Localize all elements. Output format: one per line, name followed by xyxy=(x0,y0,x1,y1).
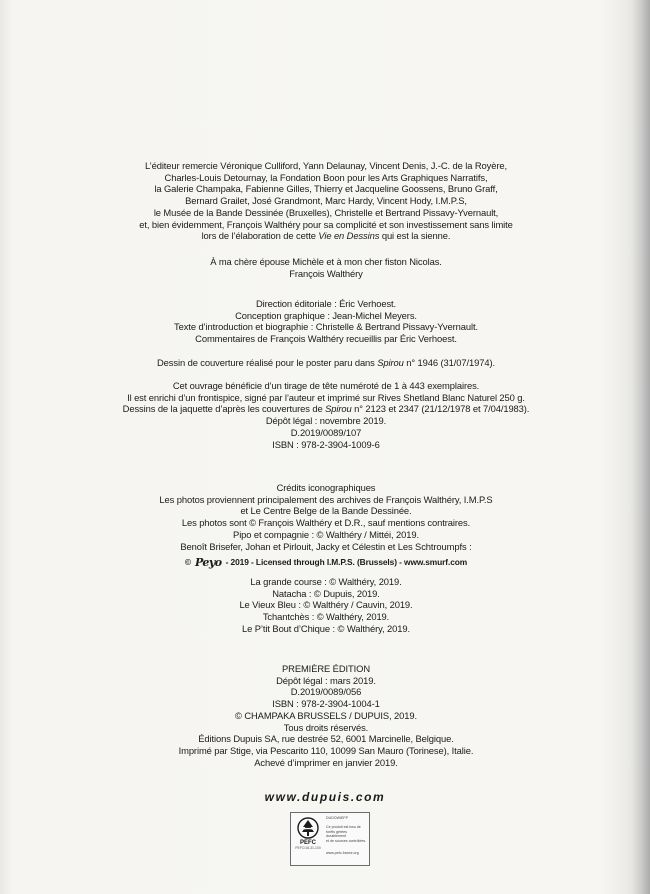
tirage-line: Il est enrichi d’un frontispice, signé par l’auteur et imprimé sur Rives Shetland Blanc Naturel 250 g. xyxy=(127,391,525,403)
editorial-credits xyxy=(80,298,572,345)
edition-line: © CHAMPAKA BRUSSELS / DUPUIS, 2019. xyxy=(235,709,417,721)
legal-number: D.2019/0089/107 xyxy=(290,426,362,438)
image-credit-line: Les photos sont © François Walthéry et D.R., sauf mentions contraires. xyxy=(181,517,471,529)
credit-line: Conception graphique : Jean-Michel Meyers. xyxy=(235,309,417,321)
pefc-code: PEFC/18-31-100 xyxy=(295,846,321,850)
book-title: Vie en Dessins xyxy=(318,230,380,242)
jaquette-text: n° 2123 et 2347 (21/12/1978 et 7/04/1983). xyxy=(351,403,530,415)
thanks-line: Charles-Louis Detournay, la Fondation Boon pour les Arts Graphiques Narratifs, xyxy=(164,171,488,183)
image-credit-line: Benoît Brisefer, Johan et Pirlouit, Jacky et Célestin et Les Schtroumpfs : xyxy=(180,540,472,552)
edition-line: Dépôt légal : mars 2019. xyxy=(276,674,376,686)
dedication xyxy=(80,256,572,279)
series-line: Tchantchès : © Walthéry, 2019. xyxy=(262,611,390,623)
magazine-title: Spirou xyxy=(325,403,352,415)
pefc-text: forêts gérées durablement xyxy=(326,829,347,839)
pefc-logo xyxy=(291,813,325,865)
pefc-text: et de sources contrôlées. xyxy=(326,838,367,843)
cover-text: Dessin de couverture réalisé pour le poster paru dans xyxy=(157,357,378,368)
image-credit-line: et Le Centre Belge de la Bande Dessinée. xyxy=(240,505,412,517)
thanks-text: qui est la sienne. xyxy=(379,230,451,242)
cover-text: n° 1946 (31/07/1974). xyxy=(403,357,495,368)
pefc-label: PEFC xyxy=(299,840,316,846)
credit-line: Commentaires de François Walthéry recueillis par Éric Verhoest. xyxy=(195,333,457,345)
image-credit-line: Pipo et compagnie : © Walthéry / Mittéi, 2019. xyxy=(233,528,419,540)
edition-line: ISBN : 978-2-3904-1004-1 xyxy=(272,698,380,710)
pefc-header: DUDOWIEFP xyxy=(326,816,348,820)
thanks-text: lors de l’élaboration de cette xyxy=(201,230,319,242)
series-line: Le Vieux Bleu : © Walthéry / Cauvin, 2019. xyxy=(239,599,413,611)
dedication-signature: François Walthéry xyxy=(289,267,363,279)
dedication-line: À ma chère épouse Michèle et à mon cher fiston Nicolas. xyxy=(210,256,442,267)
edition-line: Éditions Dupuis SA, rue destrée 52, 6001 Marcinelle, Belgique. xyxy=(198,733,454,745)
credit-line: Direction éditoriale : Éric Verhoest. xyxy=(255,298,397,309)
image-credits xyxy=(80,482,572,552)
credit-line: Texte d’introduction et biographie : Christelle & Bertrand Pissavy-Yvernault. xyxy=(174,321,478,333)
thanks-line xyxy=(80,230,572,242)
acknowledgements xyxy=(80,160,572,242)
magazine-title: Spirou xyxy=(377,357,404,368)
series-line: Le P’tit Bout d’Chique : © Walthéry, 2019. xyxy=(242,622,410,634)
smurf-license-text: - 2019 - Licensed through I.M.P.S. (Brussels) - www.smurf.com xyxy=(225,557,468,568)
legal-deposit: Dépôt légal : novembre 2019. xyxy=(265,415,387,427)
peyo-logo: Peyo xyxy=(194,556,222,570)
cover-line xyxy=(80,357,572,369)
edition-line: Tous droits réservés. xyxy=(283,721,369,733)
series-copyrights xyxy=(80,576,572,635)
pefc-text-block xyxy=(325,813,369,865)
image-credits-heading: Crédits iconographiques xyxy=(276,482,376,493)
pefc-tree-icon xyxy=(297,817,319,839)
thanks-line: Bernard Grailet, José Grandmont, Marc Hardy, Vincent Hody, I.M.P.S, xyxy=(185,195,467,207)
page-edge-shadow xyxy=(632,0,650,894)
series-line: La grande course : © Walthéry, 2019. xyxy=(250,576,402,587)
edition-heading: PREMIÈRE ÉDITION xyxy=(282,663,370,674)
jaquette-text: Dessins de la jaquette d’après les couvertures de xyxy=(122,403,326,415)
publisher-website: www.dupuis.com xyxy=(264,790,386,804)
image-credit-line: Les photos proviennent principalement des archives de François Walthéry, I.M.P.S xyxy=(159,493,493,505)
edition-line: D.2019/0089/056 xyxy=(290,686,362,698)
cover-credit xyxy=(80,357,572,369)
limited-edition-info xyxy=(80,380,572,450)
first-edition xyxy=(80,663,572,768)
edition-line: Achevé d’imprimer en janvier 2019. xyxy=(254,756,398,768)
isbn: ISBN : 978-2-3904-1009-6 xyxy=(272,438,380,450)
copyright-symbol: © xyxy=(184,557,191,568)
series-line: Natacha : © Dupuis, 2019. xyxy=(272,587,380,599)
edition-line: Imprimé par Stige, via Pescarito 110, 10099 San Mauro (Torinese), Italie. xyxy=(178,744,474,756)
tirage-line: Cet ouvrage bénéficie d’un tirage de tête numéroté de 1 à 443 exemplaires. xyxy=(172,380,480,391)
pefc-text: Ce produit est issu de xyxy=(326,825,361,830)
pefc-certification-label xyxy=(290,812,370,866)
jaquette-line xyxy=(80,403,572,415)
thanks-line: la Galerie Champaka, Fabienne Gilles, Thierry et Jacqueline Goossens, Bruno Graff, xyxy=(154,183,498,195)
thanks-line: L’éditeur remercie Véronique Culliford, Yann Delaunay, Vincent Denis, J.-C. de la Royère, xyxy=(145,160,507,171)
pefc-url: www.pefc-france.org xyxy=(326,851,359,856)
thanks-line: et, bien évidemment, François Walthéry pour sa complicité et son investissement sans limite xyxy=(139,218,513,230)
smurf-license xyxy=(80,556,572,570)
thanks-line: le Musée de la Bande Dessinée (Bruxelles), Christelle et Bertrand Pissavy-Yvernault, xyxy=(153,206,499,218)
